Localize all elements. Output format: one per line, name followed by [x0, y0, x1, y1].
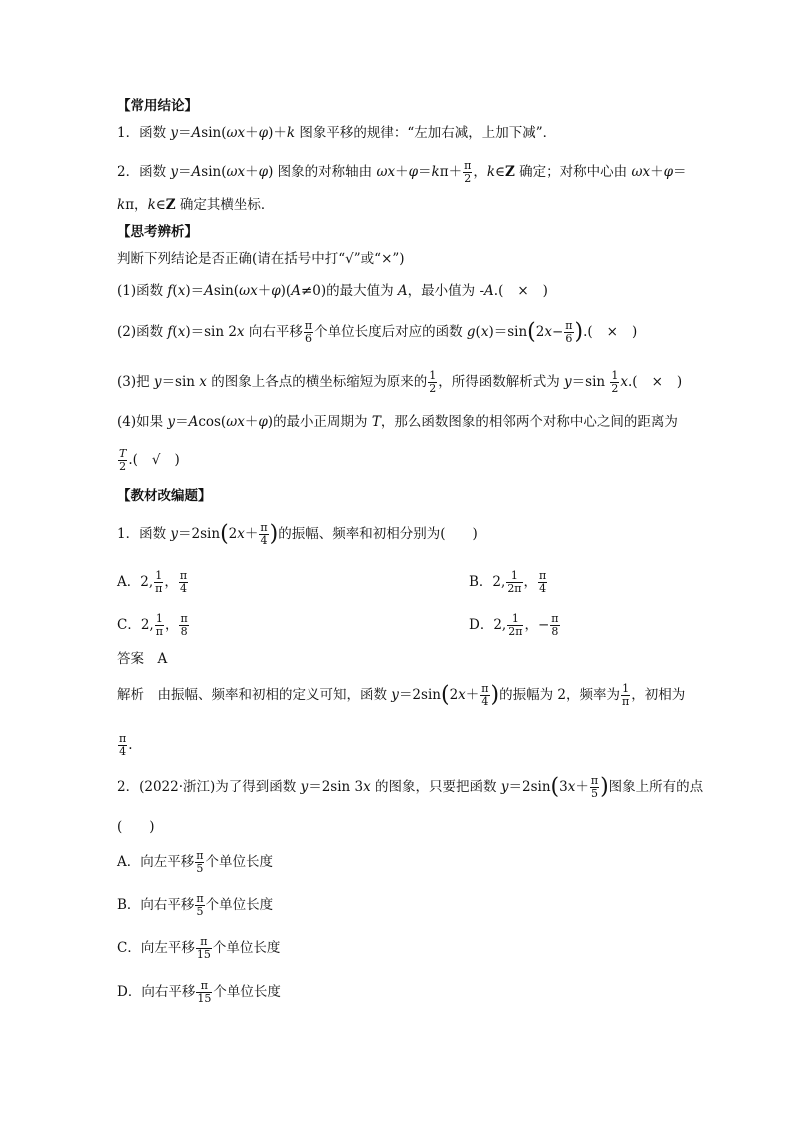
text: (4)如果	[117, 414, 168, 430]
text: D．向右平移	[117, 984, 196, 1000]
fraction: $\frac{\pi}{6}$	[304, 319, 313, 345]
conclusion-2-cont: kπ，k∈Z 确定其横坐标．	[117, 197, 275, 213]
problem1-analysis-cont: $\frac{\pi}{4}$ .	[119, 732, 133, 758]
think-q2: (2)函数 f(x)＝sin 2x 向右平移 $\frac{\pi}{6}$ 个单位长度后对应的函数 g(x)＝sin(2x− $\frac{\pi}{6}$ ).( × )	[117, 319, 638, 345]
section-heading-textbook: 【教材改编题】	[117, 488, 212, 504]
text: D．2,	[469, 617, 507, 633]
think-q4-cont: $\frac{T}{2}$ .( √ )	[119, 447, 180, 473]
problem2-option-c	[117, 936, 280, 961]
fraction: $\frac{T}{2}$	[119, 447, 127, 473]
think-q4: (4)如果 y＝Acos(ωx＋φ)的最小正周期为 T，那么函数图象的相邻两个对称中心之间的距离为	[117, 414, 678, 430]
text: A．向左平移	[117, 854, 195, 870]
judgement-mark: √	[151, 452, 161, 468]
problem2-stem: 2．(2022·浙江)为了得到函数 y＝2sin 3x 的图象，只要把函数 y＝2sin(3x＋ $\frac{\pi}{5}$ )图象上所有的点	[117, 774, 704, 800]
text: 确定；对称中心由	[514, 164, 632, 180]
think-q1: (1)函数 f(x)＝Asin(ωx＋φ)(A≠0)的最大值为 A，最小值为 ‑A.( × )	[117, 283, 548, 299]
text: ，所得函数解析式为	[438, 374, 565, 390]
problem1-options-row1	[117, 569, 547, 595]
fraction: $\frac{\pi}{8}$	[551, 612, 559, 638]
text: B．向右平移	[117, 897, 195, 913]
judgement-mark: ×	[651, 374, 663, 390]
judgement-mark: ×	[517, 283, 529, 299]
option-a: A．2, $\frac{1}{\pi}$ ， $\frac{\pi}{4}$	[117, 569, 188, 595]
text: 的图象，只要把函数	[370, 779, 501, 795]
fraction: $\frac{\pi}{4}$	[539, 569, 547, 595]
section-heading-think: 【思考辨析】	[117, 224, 198, 240]
text: 图象平移的规律：“左加右减，上加下减”．	[295, 125, 557, 141]
problem1-analysis: 解析 由振幅、频率和初相的定义可知，函数 y＝2sin(2x＋ $\frac{\pi}{4}$ )的振幅为 2，频率为 $\frac{1}{\pi}$ ，初相为	[117, 682, 686, 708]
fraction: $\frac{\pi}{2}$	[464, 159, 472, 185]
text: ，最小值为 ‑	[407, 283, 485, 299]
text: 1．函数	[117, 125, 171, 141]
text: 的振幅、频率和初相分别为( )	[278, 526, 478, 542]
fraction: $\frac{1}{\pi}$	[622, 682, 630, 708]
text: 2．函数	[117, 164, 171, 180]
fraction: $\frac{\pi}{6}$	[565, 319, 573, 345]
text: 的最小正周期为	[273, 414, 372, 430]
text: 解析 由振幅、频率和初相的定义可知，函数	[117, 687, 392, 703]
text: 的图象上各点的横坐标缩短为原来的	[206, 374, 428, 390]
conclusion-1: 1．函数 y＝Asin(ωx＋φ)＋k 图象平移的规律：“左加右减，上加下减”．	[117, 125, 557, 141]
fraction: $\frac{\pi}{4}$	[260, 521, 268, 547]
fraction: $\frac{\pi}{4}$	[179, 569, 188, 595]
fraction: $\frac{\pi}{15}$	[196, 935, 211, 961]
problem1-options-row2	[117, 612, 559, 638]
text: 图象上所有的点	[608, 779, 704, 795]
problem2-option-b	[117, 893, 273, 918]
text: (1)函数	[117, 283, 168, 299]
text: (2)函数	[117, 324, 168, 340]
text: 确定其横坐标．	[175, 197, 275, 213]
text: 1．函数	[117, 526, 171, 542]
conclusion-2: 2．函数 y＝Asin(ωx＋φ) 图象的对称轴由 ωx＋φ＝kπ＋ $\frac{\pi}{2}$ ，k∈Z 确定；对称中心由 ωx＋φ＝	[117, 159, 687, 185]
fraction: $\frac{1}{2\pi}$	[508, 612, 523, 638]
problem1-answer: 答案 A	[117, 651, 168, 667]
text: 个单位长度后对应的函数	[314, 324, 467, 340]
fraction: $\frac{1}{2\pi}$	[507, 569, 522, 595]
fraction: $\frac{\pi}{5}$	[196, 849, 204, 875]
option-d: D．2, $\frac{1}{2\pi}$ ，− $\frac{\pi}{8}$	[469, 612, 559, 638]
text: 图象的对称轴由	[273, 164, 377, 180]
text: C．2,	[117, 617, 154, 633]
judgement-mark: ×	[606, 324, 618, 340]
problem2-paren: ( )	[117, 819, 155, 835]
text: 个单位长度	[213, 984, 281, 1000]
text: (3)把	[117, 374, 154, 390]
section-heading-common: 【常用结论】	[117, 98, 198, 114]
fraction: $\frac{\pi}{4}$	[481, 682, 489, 708]
think-q3: (3)把 y＝sin x 的图象上各点的横坐标缩短为原来的 $\frac{1}{2}$ ，所得函数解析式为 y＝sin $\frac{1}{2}$ x.( × )	[117, 369, 683, 395]
fraction: $\frac{1}{\pi}$	[155, 569, 163, 595]
fraction: $\frac{\pi}{5}$	[590, 774, 599, 800]
text: ，初相为	[631, 687, 686, 703]
option-b: B．2, $\frac{1}{2\pi}$ ， $\frac{\pi}{4}$	[469, 569, 547, 595]
fraction: $\frac{1}{2}$	[611, 369, 619, 395]
option-c: C．2, $\frac{1}{\pi}$ ， $\frac{\pi}{8}$	[117, 612, 188, 638]
text: A．2,	[117, 574, 154, 590]
text: B．2,	[469, 574, 506, 590]
text: ，那么函数图象的相邻两个对称中心之间的距离为	[380, 414, 678, 430]
fraction: $\frac{\pi}{4}$	[119, 732, 127, 758]
fraction: $\frac{\pi}{15}$	[197, 979, 212, 1005]
problem2-option-a	[117, 850, 273, 875]
text: 的最大值为	[326, 283, 398, 299]
think-intro: 判断下列结论是否正确(请在括号中打“√”或“×”)	[117, 251, 405, 267]
fraction: $\frac{1}{2}$	[429, 369, 437, 395]
text: 个单位长度	[205, 854, 273, 870]
text: 的振幅为 2，频率为	[499, 687, 620, 703]
text: 向右平移	[244, 324, 303, 340]
text: 个单位长度	[212, 940, 281, 956]
text: C．向左平移	[117, 940, 195, 956]
fraction: $\frac{\pi}{8}$	[180, 612, 188, 638]
fraction: $\frac{\pi}{5}$	[196, 892, 204, 918]
problem2-option-d	[117, 980, 281, 1005]
fraction: $\frac{1}{\pi}$	[155, 612, 163, 638]
text: 个单位长度	[205, 897, 274, 913]
problem1-stem: 1．函数 y＝2sin(2x＋ $\frac{\pi}{4}$ )的振幅、频率和初相分别为( )	[117, 521, 478, 547]
text: 2．(2022·浙江)为了得到函数	[117, 779, 301, 795]
